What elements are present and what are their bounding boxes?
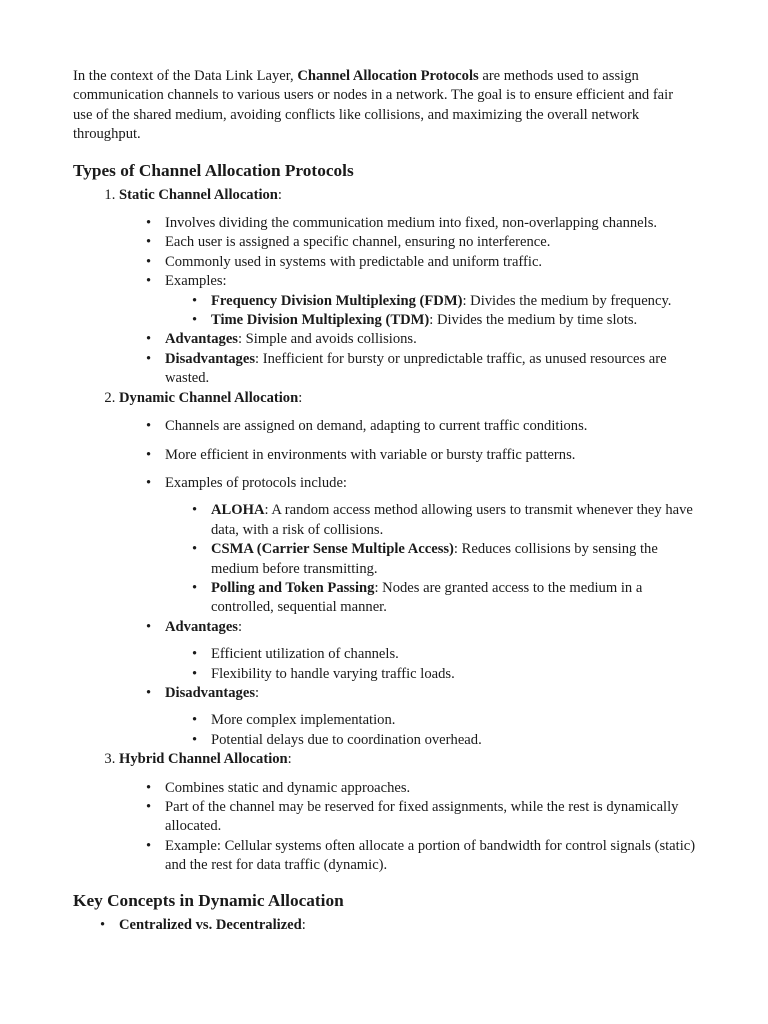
disadvantages-label: Disadvantages (165, 350, 256, 367)
tdm-term: Time Division Multiplexing (TDM) (211, 312, 430, 329)
section-heading-key-concepts: Key Concepts in Dynamic Allocation (73, 890, 344, 910)
list-item (165, 272, 708, 330)
examples-label: Examples: (165, 273, 227, 290)
list-item-disadvantages (165, 350, 708, 389)
list-item-polling (211, 579, 708, 618)
allocation-types-list (73, 186, 708, 876)
list-item: • Each user is assigned a specific channel, ensuring no interference. (165, 233, 708, 252)
intro-text: In the context of the Data Link Layer, (73, 68, 298, 84)
fdm-term: Frequency Division Multiplexing (FDM) (211, 292, 463, 309)
list-item: • Flexibility to handle varying traffic loads. (211, 665, 708, 684)
list-item-csma (211, 540, 708, 579)
dynamic-bullets (119, 417, 708, 750)
colon: : (237, 618, 243, 635)
dynamic-disadvantages (165, 711, 708, 750)
polling-desc: : Nodes are granted access to the medium in a controlled, sequential manner. (211, 579, 643, 616)
list-item-dynamic (119, 389, 708, 751)
disadvantages-text: : Inefficient for bursty or unpredictable traffic, as unused resources are wasted. (165, 350, 667, 387)
static-bullets (119, 214, 708, 389)
list-item (165, 474, 708, 618)
polling-term: Polling and Token Passing (211, 579, 375, 596)
key-concepts-list (73, 916, 708, 935)
csma-term: CSMA (Carrier Sense Multiple Access) (211, 541, 454, 558)
list-item: • Combines static and dynamic approaches. (165, 779, 708, 798)
hybrid-bullets (119, 779, 708, 876)
aloha-desc: : A random access method allowing users to transmit whenever they have data, with a risk of collisions. (211, 502, 693, 538)
protocols-label: Examples of protocols include: (165, 474, 347, 491)
list-item-fdm (211, 292, 708, 311)
list-item-static (119, 186, 708, 389)
hybrid-title: Hybrid Channel Allocation (119, 751, 288, 768)
list-item-hybrid (119, 750, 708, 875)
list-item-tdm (211, 311, 708, 330)
tdm-desc: : Divides the medium by time slots. (429, 312, 638, 329)
colon: : (301, 916, 306, 933)
list-item-advantages (165, 330, 708, 349)
intro-text-rest: are methods used to assign communication channels to various users or nodes in a network. The goal is to ensure efficient and fair use of the shared medium, avoiding conflicts like collisions, and maximizing the overall network throughput. (73, 68, 674, 143)
list-item: • More complex implementation. (211, 711, 708, 730)
intro-paragraph (73, 67, 708, 145)
list-item: • Potential delays due to coordination overhead. (211, 731, 708, 750)
list-item: • Commonly used in systems with predictable and uniform traffic. (165, 253, 708, 272)
fdm-desc: : Divides the medium by frequency. (462, 292, 672, 309)
list-item: • Part of the channel may be reserved for fixed assignments, while the rest is dynamically allocated. (165, 798, 708, 837)
list-item-aloha (211, 501, 708, 540)
colon: : (298, 389, 303, 406)
list-item: • More efficient in environments with variable or bursty traffic patterns. (165, 446, 708, 465)
list-item: • Channels are assigned on demand, adapting to current traffic conditions. (165, 417, 708, 436)
dynamic-title: Dynamic Channel Allocation (119, 389, 299, 406)
advantages-label: Advantages (165, 618, 238, 635)
colon: : (287, 751, 292, 768)
list-item-disadvantages (165, 684, 708, 750)
csma-desc: : Reduces collisions by sensing the medium before transmitting. (211, 541, 658, 577)
list-item-centralized (119, 916, 708, 935)
advantages-text: : Simple and avoids collisions. (237, 331, 417, 348)
colon: : (255, 684, 260, 701)
static-title: Static Channel Allocation (119, 186, 278, 203)
centralized-term: Centralized vs. Decentralized (119, 916, 302, 933)
list-item: • Example: Cellular systems often allocate a portion of bandwidth for control signals (static) and the rest for data traffic (dynamic). (165, 837, 708, 876)
intro-bold-term: Channel Allocation Protocols (297, 68, 479, 84)
static-examples (165, 292, 708, 331)
list-item: • Involves dividing the communication medium into fixed, non-overlapping channels. (165, 214, 708, 233)
colon: : (277, 186, 282, 203)
dynamic-advantages (165, 645, 708, 684)
aloha-term: ALOHA (211, 502, 265, 519)
section-heading-types: Types of Channel Allocation Protocols (73, 160, 354, 180)
advantages-label: Advantages (165, 331, 238, 348)
list-item-advantages (165, 618, 708, 684)
list-item: • Efficient utilization of channels. (211, 645, 708, 664)
dynamic-protocols (165, 501, 708, 617)
disadvantages-label: Disadvantages (165, 684, 256, 701)
